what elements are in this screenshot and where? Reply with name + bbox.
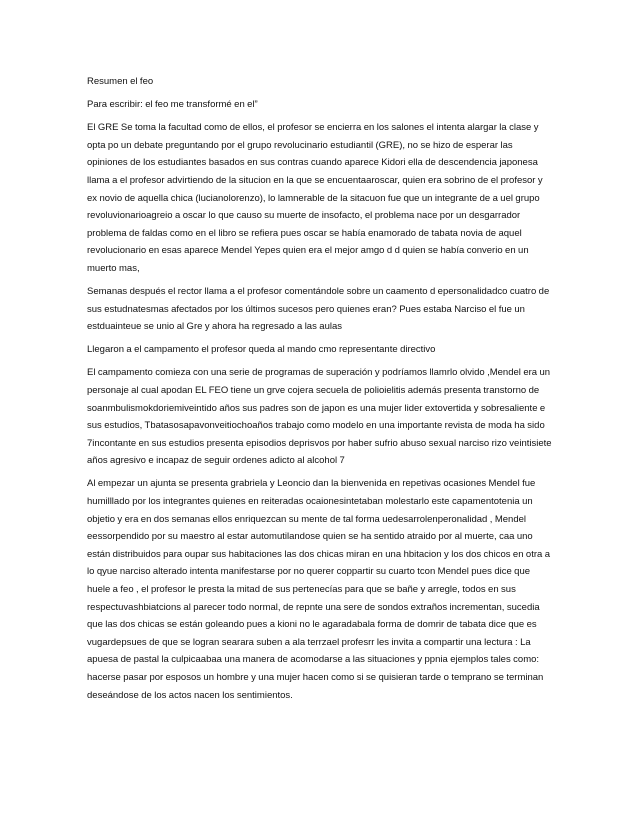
paragraph-gre: El GRE Se toma la facultad como de ellos, el profesor se encierra en los salones el intenta alargar la clase y opta po un debate preguntando por el grupo revolucinario estudiantil (GRE), no se hizo de esperar las opiniones de los estudiantes basados en sus contras cuando aparece Kidori ella de descendencia japonesa llama a el profesor advirtiendo de la situcion en la que se encuentaaroscar, quien era sobrino de el profesor y ex novio de aquella chica (lucianolorenzo), lo lamnerable de la sitacuon fue que un integrante de a uel grupo revoluvionarioagreio a oscar lo que causo su muerte de insofacto, el problema nace por un desgarrador problema de faldas como en el libro se refiera pues oscar se había enamorado de tabata novia de aquel revolucionario en esas aparece Mendel Yepes quien era el mejor amgo d d quien se había converio en un muerto mas, (87, 122, 543, 274)
paragraph-junta: Al empezar un ajunta se presenta grabriela y Leoncio dan la bienvenida en repetivas ocasiones Mendel fue humilllado por los integrantes quienes en reiteradas ocaionesintetaban molestarlo este capamentotenia un objetio y era en dos semanas ellos enriquezcan su mente de tal forma uedesarrolenperonalidad , Mendel eessorpendido por su maestro al estar automutilandose quien se ha sentido atraido por al muerte, caa uno están distribuidos para oupar sus habitaciones las dos chicas miran en una hbitacion y los dos chicos en otra a lo qyue narciso alterado intenta manifestarse por no querer coppartir su cuarto tcon Mendel pues dice que huele a feo , el profesor le presta la mitad de sus pertenecías para que se bañe y arregle, todos en sus respectuvashbiatcions al parecer todo normal, de repnte una sere de sondos extraños incrementan, sucedia que las dos chicas se están goleando pues a kioni no le agaradabala forma de domrir de tabata dice que es vugardepsues de que se logran searara suben a ala terrzael profesrr les invita a compartir una lectura : La apuesa de pastal la culpicaabaa una manera de acomodarse a las situaciones y ppnia ejemplos tales como: hacerse pasar por esposos un hombre y una mujer hacen como si se quisieran tarde o temprano se terminan deseándose de los actos nacen los sentimientos. (87, 478, 551, 701)
paragraph-campamento-personajes: El campamento comieza con una serie de programas de superación y podríamos llamrlo olvido ,Mendel era un personaje al cual apodan EL FEO tiene un grve cojera secuela de polioielitis además presenta transtorno de soanmbulismokdoriemiveintido años sus padres son de japon es una mujer lider extovertida y sobresaliente e sus estudios, Tbatasosapavonveitiochoaños trabajo como modelo en una importante revista de moda ha sido 7incontante en sus estudios presenta episodios deprisvos por haber sufrio abuso sexual narciso rizo veintisiete años agresivo e incapaz de seguir ordenes adicto al alcohol 7 (87, 367, 552, 467)
document-title: Resumen el feo (87, 76, 154, 87)
document-body (87, 73, 553, 710)
paragraph-intro: Para escribir: el feo me transformé en el” (87, 99, 258, 111)
paragraph-rector: Semanas después el rector llama a el profesor comentándole sobre un caamento d epersonalidadco cuatro de sus estudnatesmas afectados por los últimos sucesos pero quienes eran? Pues estaba Narciso el fue un estduainteue se unio al Gre y ahora ha regresado a las aulas (87, 286, 550, 333)
paragraph-campamento-llegada: Llegaron a el campamento el profesor queda al mando cmo representante directivo (87, 344, 436, 356)
